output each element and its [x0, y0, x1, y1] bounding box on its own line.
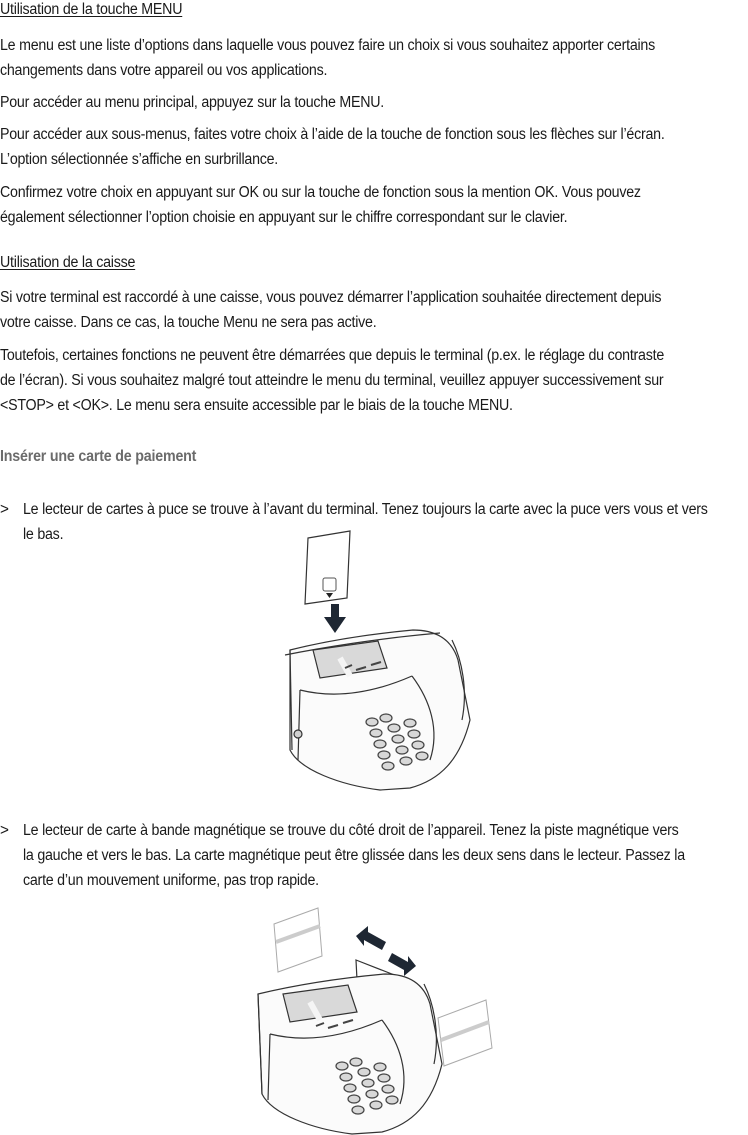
text-line: également sélectionner l’option choisie en appuyant sur le chiffre correspondant sur le clavier.: [0, 209, 568, 226]
paragraph-menu-intro: [0, 33, 744, 83]
text-line: changements dans votre appareil ou vos applications.: [0, 62, 328, 79]
bullet-magnetic-reader: [23, 818, 748, 893]
text-line: Si votre terminal est raccordé à une caisse, vous pouvez démarrer l’application souhaitée directement depuis: [0, 289, 662, 306]
text-line: Pour accéder aux sous-menus, faites votre choix à l’aide de la touche de fonction sous les flèches sur l’écran.: [0, 126, 665, 143]
paragraph-terminal-functions: [0, 343, 744, 418]
text-line: votre caisse. Dans ce cas, la touche Menu ne sera pas active.: [0, 314, 377, 331]
bullet-marker: >: [0, 822, 9, 839]
swiped-card: [356, 960, 404, 1018]
text-line: Le lecteur de cartes à puce se trouve à l’avant du terminal. Tenez toujours la carte avec la puce vers vous et vers: [23, 501, 708, 518]
text-line: Le lecteur de carte à bande magnétique se trouve du côté droit de l’appareil. Tenez la piste magnétique vers: [23, 822, 679, 839]
down-arrow-icon: [324, 604, 346, 633]
magnetic-card-right: [438, 1000, 492, 1066]
paragraph-confirm: [0, 180, 744, 230]
payment-terminal: [258, 974, 442, 1134]
chip-icon: [323, 578, 336, 591]
heading-cash-register: Utilisation de la caisse: [0, 254, 136, 271]
paragraph-cash-register: [0, 285, 744, 335]
heading-insert-card: Insérer une carte de paiement: [0, 448, 197, 465]
bullet-marker: >: [0, 501, 9, 518]
swipe-left-arrow-icon: [356, 926, 386, 950]
terminal-screen: [283, 985, 357, 1022]
paragraph-submenus: [0, 122, 744, 172]
payment-terminal: [285, 630, 470, 790]
swipe-right-arrow-icon: [388, 953, 416, 976]
heading-menu-key: Utilisation de la touche MENU: [0, 1, 183, 18]
text-line: <STOP> et <OK>. Le menu sera ensuite accessible par le biais de la touche MENU.: [0, 397, 513, 414]
text-line: Toutefois, certaines fonctions ne peuvent être démarrées que depuis le terminal (p.ex. le réglage du contraste: [0, 347, 665, 364]
text-line: Confirmez votre choix en appuyant sur OK ou sur la touche de fonction sous la mention OK. Vous pouvez: [0, 184, 641, 201]
keypad: [366, 714, 428, 770]
text-line: Le menu est une liste d’options dans laquelle vous pouvez faire un choix si vous souhaitez apporter certains: [0, 37, 655, 54]
text-line: le bas.: [23, 526, 64, 543]
magnetic-card-left: [274, 908, 322, 972]
insert-direction-icon: [326, 593, 333, 598]
terminal-screen: [313, 641, 387, 678]
keypad: [336, 1058, 398, 1114]
text-line: L’option sélectionnée s’affiche en surbrillance.: [0, 151, 279, 168]
paragraph-menu-access: [0, 90, 744, 115]
text-line: de l’écran). Si vous souhaitez malgré tout atteindre le menu du terminal, veuillez appuyer successivement sur: [0, 372, 664, 389]
bullet-chip-reader: [23, 497, 748, 547]
text-line: carte d’un mouvement uniforme, pas trop rapide.: [23, 872, 319, 889]
text-line: Pour accéder au menu principal, appuyez sur la touche MENU.: [0, 94, 385, 111]
text-line: la gauche et vers le bas. La carte magnétique peut être glissée dans les deux sens dans le lecteur. Passez la: [23, 847, 685, 864]
